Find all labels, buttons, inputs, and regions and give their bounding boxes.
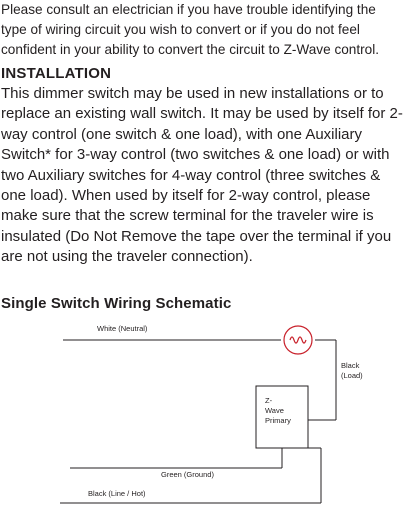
white-neutral-label: White (Neutral)	[97, 324, 148, 333]
zwave-label-line1: Z-	[265, 396, 273, 405]
intro-paragraph: Please consult an electrician if you have trouble identifying the type of wiring circuit you wish to convert or if you do not feel confident in your ability to convert the circuit to Z-Wave control.	[1, 2, 380, 57]
black-line-label: Black (Line / Hot)	[88, 489, 146, 498]
green-ground-label: Green (Ground)	[161, 470, 214, 479]
installation-heading: INSTALLATION	[1, 65, 112, 82]
installation-paragraph: This dimmer switch may be used in new installations or to replace an existing wall switch. It may be used by itself for 2-way control (one switch & one load), with one Auxiliary Switch* for 3-way control (two switches & one load) or with two Auxiliary switches for 4-way control (three switches & one load). When used by itself for 2-way control, please make sure that the screw terminal for the traveler wire is insulated (Do Not Remove the tape over the terminal if you are not using the traveler connection).	[1, 85, 403, 266]
black-load-label-line2: (Load)	[341, 371, 363, 380]
zwave-label-line2: Wave	[265, 406, 284, 415]
load-icon	[284, 326, 312, 354]
schematic-title: Single Switch Wiring Schematic	[1, 295, 232, 312]
wiring-schematic	[0, 318, 404, 505]
black-load-label-line1: Black	[341, 361, 360, 370]
zwave-label-line3: Primary	[265, 416, 291, 425]
